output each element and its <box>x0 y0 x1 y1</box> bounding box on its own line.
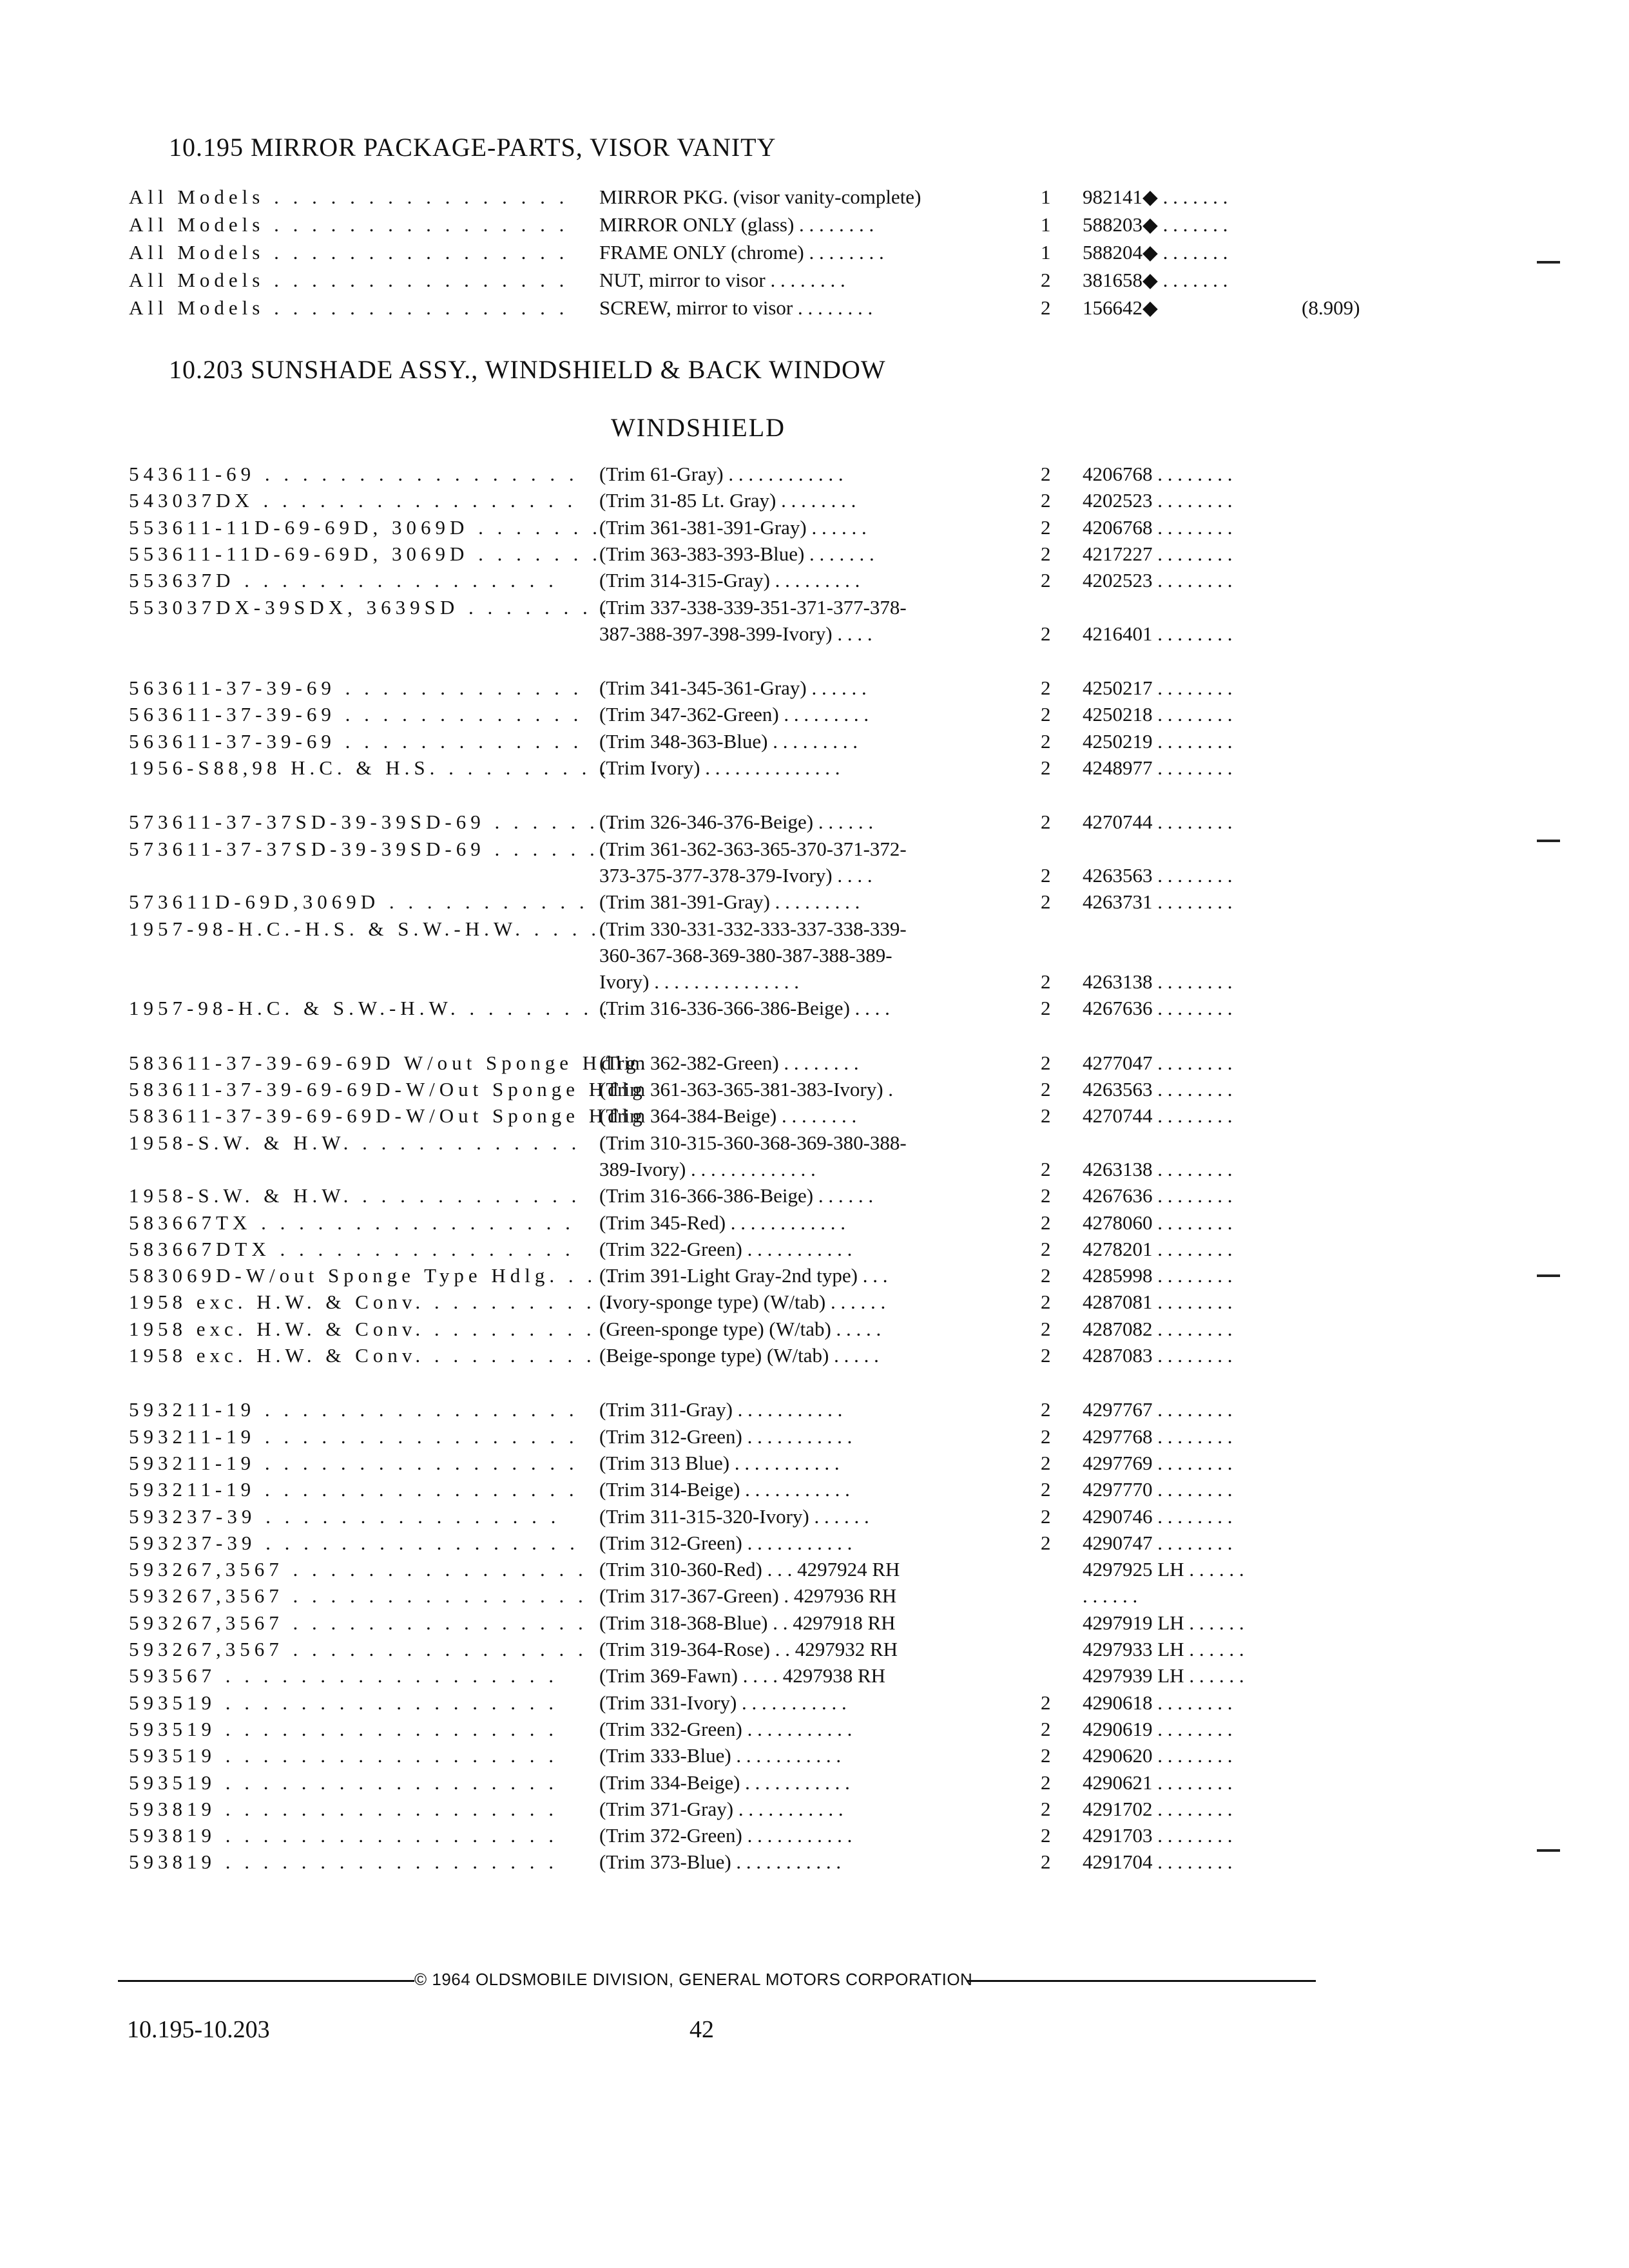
table-row <box>129 1156 1334 1183</box>
table-row <box>129 620 1334 648</box>
quantity-cell: 2 <box>1041 729 1051 753</box>
section-title-10-195: 10.195 MIRROR PACKAGE-PARTS, VISOR VANITY <box>169 133 776 162</box>
description-cell: (Trim 311-Gray) . . . . . . . . . . . <box>599 1398 843 1421</box>
table-row <box>129 916 1334 943</box>
description-cell: (Trim 361-363-365-381-383-Ivory) . <box>599 1078 894 1100</box>
quantity-cell: 2 <box>1041 1771 1051 1794</box>
table-row <box>129 1769 1334 1796</box>
table-row <box>129 1849 1334 1876</box>
description-cell: (Trim 337-338-339-351-371-377-378- <box>599 595 907 619</box>
model-cell: 593211-19 . . . . . . . . . . . . . . . . . <box>129 1425 579 1448</box>
description-cell: (Green-sponge type) (W/tab) . . . . . <box>599 1317 882 1340</box>
part-number-cell: 588203◆ . . . . . . . <box>1083 213 1228 236</box>
table-row <box>129 594 1334 621</box>
model-cell: 593519 . . . . . . . . . . . . . . . . . . <box>129 1717 558 1740</box>
description-cell: 387-388-397-398-399-Ivory) . . . . <box>599 622 872 645</box>
quantity-cell: 2 <box>1041 890 1051 914</box>
model-cell: 583069D-W/out Sponge Type Hdlg. . . . <box>129 1264 616 1287</box>
footer-copyright: © 1964 OLDSMOBILE DIVISION, GENERAL MOTORS CORPORATION <box>414 1970 973 1989</box>
table-row <box>129 889 1334 916</box>
quantity-cell: 2 <box>1041 1078 1051 1100</box>
part-number-cell: 4202523 . . . . . . . . <box>1083 569 1233 592</box>
table-row <box>129 728 1334 755</box>
table-row <box>129 1129 1334 1157</box>
model-cell: All Models . . . . . . . . . . . . . . . . <box>129 269 569 291</box>
part-number-cell: 4290620 . . . . . . . . <box>1083 1744 1233 1767</box>
quantity-cell: 2 <box>1041 1237 1051 1260</box>
table-row <box>129 995 1334 1022</box>
model-cell: 593519 . . . . . . . . . . . . . . . . . . <box>129 1771 558 1794</box>
part-number-cell: 4290747 . . . . . . . . <box>1083 1531 1233 1554</box>
description-cell: (Trim 318-368-Blue) . . 4297918 RH <box>599 1611 896 1634</box>
model-cell: 593211-19 . . . . . . . . . . . . . . . . . <box>129 1398 579 1421</box>
quantity-cell: 2 <box>1041 970 1051 994</box>
model-cell: 583611-37-39-69-69D-W/Out Sponge Hdlg <box>129 1078 647 1100</box>
quantity-cell: 2 <box>1041 997 1051 1020</box>
part-number-cell: 4267636 . . . . . . . . <box>1083 1184 1233 1207</box>
quantity-cell: 2 <box>1041 1451 1051 1474</box>
table-row <box>129 942 1334 969</box>
margin-mark <box>1537 1274 1560 1277</box>
quantity-cell: 1 <box>1041 186 1051 208</box>
model-cell: 553611-11D-69-69D, 3069D . . . . . . . <box>129 542 602 565</box>
part-number-cell: 4290621 . . . . . . . . <box>1083 1771 1233 1794</box>
table-row <box>129 211 1334 238</box>
model-cell: 573611-37-37SD-39-39SD-69 . . . . . . . <box>129 811 619 834</box>
quantity-cell: 2 <box>1041 515 1051 539</box>
model-cell: 583667TX . . . . . . . . . . . . . . . . . <box>129 1211 575 1234</box>
model-cell: 593819 . . . . . . . . . . . . . . . . . . <box>129 1797 558 1820</box>
quantity-cell: 2 <box>1041 1211 1051 1234</box>
table-row <box>129 1689 1334 1716</box>
quantity-cell: 2 <box>1041 1797 1051 1820</box>
model-cell: 553637D . . . . . . . . . . . . . . . . . <box>129 569 558 592</box>
description-cell: MIRROR PKG. (visor vanity-complete) <box>599 186 921 208</box>
model-cell: 583611-37-39-69-69D W/out Sponge Hdlg. <box>129 1051 650 1074</box>
part-number-cell: 4263731 . . . . . . . . <box>1083 890 1233 914</box>
model-cell: 1958-S.W. & H.W. . . . . . . . . . . . . <box>129 1184 581 1207</box>
part-number-cell: 4287081 . . . . . . . . <box>1083 1291 1233 1314</box>
model-cell: 593237-39 . . . . . . . . . . . . . . . . <box>129 1504 561 1528</box>
description-cell: (Trim 363-383-393-Blue) . . . . . . . <box>599 542 874 565</box>
description-cell: (Trim 372-Green) . . . . . . . . . . . <box>599 1824 853 1847</box>
quantity-cell: 2 <box>1041 569 1051 592</box>
description-cell: (Trim 310-360-Red) . . . 4297924 RH <box>599 1558 900 1581</box>
quantity-cell: 2 <box>1041 269 1051 291</box>
model-cell: 1956-S88,98 H.C. & H.S. . . . . . . . . . <box>129 756 610 779</box>
part-number-cell: 4291702 . . . . . . . . <box>1083 1797 1233 1820</box>
description-cell: (Trim 317-367-Green) . 4297936 RH <box>599 1584 897 1608</box>
part-number-cell: 982141◆ . . . . . . . <box>1083 186 1228 208</box>
quantity-cell: 2 <box>1041 622 1051 645</box>
description-cell: (Trim 361-381-391-Gray) . . . . . . <box>599 515 867 539</box>
part-number-cell: 4250217 . . . . . . . . <box>1083 677 1233 700</box>
description-cell: (Trim 348-363-Blue) . . . . . . . . . <box>599 729 858 753</box>
quantity-cell: 2 <box>1041 1850 1051 1874</box>
part-number-cell: 4202523 . . . . . . . . <box>1083 489 1233 512</box>
quantity-cell: 2 <box>1041 463 1051 485</box>
table-row <box>129 541 1334 568</box>
table-row <box>129 1102 1334 1129</box>
part-number-cell: 4250219 . . . . . . . . <box>1083 729 1233 753</box>
part-number-cell: 4270744 . . . . . . . . <box>1083 811 1233 834</box>
description-cell: Ivory) . . . . . . . . . . . . . . . <box>599 970 799 994</box>
table-row <box>129 1610 1334 1637</box>
table-row <box>129 1236 1334 1263</box>
model-cell: 593267,3567 . . . . . . . . . . . . . . . . <box>129 1584 588 1608</box>
section-title-10-203: 10.203 SUNSHADE ASSY., WINDSHIELD & BACK WINDOW <box>169 355 886 384</box>
description-cell: SCREW, mirror to visor . . . . . . . . <box>599 296 873 319</box>
part-number-cell: 4297768 . . . . . . . . <box>1083 1425 1233 1448</box>
description-cell: (Trim 371-Gray) . . . . . . . . . . . <box>599 1797 843 1820</box>
model-cell: All Models . . . . . . . . . . . . . . . . <box>129 296 569 319</box>
model-cell: 593211-19 . . . . . . . . . . . . . . . . . <box>129 1478 579 1501</box>
description-cell: (Trim 381-391-Gray) . . . . . . . . . <box>599 890 860 914</box>
table-row <box>129 701 1334 728</box>
model-cell: 593519 . . . . . . . . . . . . . . . . . . <box>129 1691 558 1714</box>
quantity-cell: 2 <box>1041 1478 1051 1501</box>
description-cell: 360-367-368-369-380-387-388-389- <box>599 943 892 966</box>
description-cell: (Trim 311-315-320-Ivory) . . . . . . <box>599 1504 869 1528</box>
model-cell: 1958 exc. H.W. & Conv. . . . . . . . . . . <box>129 1291 615 1314</box>
table-row <box>129 567 1334 594</box>
description-cell: (Trim Ivory) . . . . . . . . . . . . . . <box>599 756 840 779</box>
description-cell: NUT, mirror to visor . . . . . . . . <box>599 269 845 291</box>
description-cell: 373-375-377-378-379-Ivory) . . . . <box>599 863 872 887</box>
model-cell: 593819 . . . . . . . . . . . . . . . . . . <box>129 1824 558 1847</box>
description-cell: (Trim 314-Beige) . . . . . . . . . . . <box>599 1478 850 1501</box>
margin-mark <box>1537 261 1560 264</box>
description-cell: (Trim 312-Green) . . . . . . . . . . . <box>599 1425 853 1448</box>
table-row <box>129 294 1360 322</box>
table-row <box>129 862 1334 889</box>
description-cell: (Trim 61-Gray) . . . . . . . . . . . . <box>599 463 843 485</box>
description-cell: (Trim 330-331-332-333-337-338-339- <box>599 917 907 940</box>
part-number-cell: 4297767 . . . . . . . . <box>1083 1398 1233 1421</box>
model-cell: 593819 . . . . . . . . . . . . . . . . . . <box>129 1850 558 1874</box>
quantity-cell: 2 <box>1041 703 1051 726</box>
table-row <box>129 1076 1334 1103</box>
model-cell: All Models . . . . . . . . . . . . . . . . <box>129 186 569 208</box>
quantity-cell: 2 <box>1041 811 1051 834</box>
model-cell: 563611-37-39-69 . . . . . . . . . . . . . <box>129 729 583 753</box>
part-number-cell: 381658◆ . . . . . . . <box>1083 269 1228 291</box>
quantity-cell: 2 <box>1041 1157 1051 1180</box>
quantity-cell: 2 <box>1041 542 1051 565</box>
table-row <box>129 1530 1334 1557</box>
reference-cell: (8.909) <box>1302 296 1360 319</box>
quantity-cell: 2 <box>1041 1691 1051 1714</box>
part-number-cell: 4297939 LH . . . . . . <box>1083 1664 1244 1687</box>
part-number-cell: 4206768 . . . . . . . . <box>1083 515 1233 539</box>
model-cell: 1957-98-H.C. & S.W.-H.W. . . . . . . . . <box>129 997 612 1020</box>
description-cell: (Trim 364-384-Beige) . . . . . . . . <box>599 1104 857 1128</box>
description-cell: FRAME ONLY (chrome) . . . . . . . . <box>599 241 884 264</box>
description-cell: (Trim 314-315-Gray) . . . . . . . . . <box>599 569 860 592</box>
quantity-cell: 1 <box>1041 241 1051 264</box>
footer-rule-left <box>118 1980 414 1982</box>
quantity-cell: 2 <box>1041 1425 1051 1448</box>
table-row <box>129 1050 1334 1077</box>
table-row <box>129 968 1334 995</box>
description-cell: (Trim 362-382-Green) . . . . . . . . <box>599 1051 859 1074</box>
table-row <box>129 487 1334 514</box>
quantity-cell: 2 <box>1041 296 1051 319</box>
model-cell: 543611-69 . . . . . . . . . . . . . . . . . <box>129 463 579 485</box>
part-number-cell: 4297933 LH . . . . . . <box>1083 1638 1244 1660</box>
model-cell: 593567 . . . . . . . . . . . . . . . . . . <box>129 1664 558 1687</box>
table-row <box>129 1316 1334 1343</box>
model-cell: 563611-37-39-69 . . . . . . . . . . . . . <box>129 677 583 700</box>
part-number-cell: 4206768 . . . . . . . . <box>1083 463 1233 485</box>
quantity-cell: 2 <box>1041 1504 1051 1528</box>
table-row <box>129 1556 1334 1583</box>
description-cell: 389-Ivory) . . . . . . . . . . . . . <box>599 1157 816 1180</box>
description-cell: (Trim 334-Beige) . . . . . . . . . . . <box>599 1771 850 1794</box>
quantity-cell: 2 <box>1041 677 1051 700</box>
model-cell: 593267,3567 . . . . . . . . . . . . . . . . <box>129 1638 588 1660</box>
table-row <box>129 1342 1334 1369</box>
quantity-cell: 2 <box>1041 1317 1051 1340</box>
model-cell: 1958-S.W. & H.W. . . . . . . . . . . . . <box>129 1131 581 1154</box>
part-number-cell: 4297919 LH . . . . . . <box>1083 1611 1244 1634</box>
quantity-cell: 1 <box>1041 213 1051 236</box>
table-row <box>129 1716 1334 1743</box>
description-cell: (Trim 361-362-363-365-370-371-372- <box>599 837 907 860</box>
description-cell: (Trim 313 Blue) . . . . . . . . . . . <box>599 1451 840 1474</box>
description-cell: (Trim 331-Ivory) . . . . . . . . . . . <box>599 1691 847 1714</box>
table-row <box>129 239 1334 266</box>
table-row <box>129 1503 1334 1530</box>
quantity-cell: 2 <box>1041 1744 1051 1767</box>
part-number-cell: 4287082 . . . . . . . . <box>1083 1317 1233 1340</box>
description-cell: (Trim 391-Light Gray-2nd type) . . . <box>599 1264 888 1287</box>
quantity-cell: 2 <box>1041 756 1051 779</box>
quantity-cell: 2 <box>1041 1184 1051 1207</box>
description-cell: (Trim 319-364-Rose) . . 4297932 RH <box>599 1638 898 1660</box>
table-row <box>129 1582 1334 1610</box>
table-row <box>129 1796 1334 1823</box>
quantity-cell: 2 <box>1041 863 1051 887</box>
table-row <box>129 836 1334 863</box>
model-cell: 1957-98-H.C.-H.S. & S.W.-H.W. . . . . . <box>129 917 620 940</box>
description-cell: (Trim 316-336-366-386-Beige) . . . . <box>599 997 890 1020</box>
table-row <box>129 1662 1334 1689</box>
table-row <box>129 1396 1334 1423</box>
model-cell: 1958 exc. H.W. & Conv. . . . . . . . . . <box>129 1344 596 1367</box>
part-number-cell: 4250218 . . . . . . . . <box>1083 703 1233 726</box>
description-cell: (Beige-sponge type) (W/tab) . . . . . <box>599 1344 879 1367</box>
part-number-cell: 4278060 . . . . . . . . <box>1083 1211 1233 1234</box>
table-row <box>129 267 1334 294</box>
part-number-cell: 4291704 . . . . . . . . <box>1083 1850 1233 1874</box>
page-number: 42 <box>689 2016 714 2043</box>
quantity-cell: 2 <box>1041 1531 1051 1554</box>
table-row <box>129 1423 1334 1450</box>
part-number-cell: 4217227 . . . . . . . . <box>1083 542 1233 565</box>
part-number-cell: 4267636 . . . . . . . . <box>1083 997 1233 1020</box>
model-cell: 583611-37-39-69-69D-W/Out Sponge Hdlg <box>129 1104 647 1128</box>
quantity-cell: 2 <box>1041 1104 1051 1128</box>
description-cell: MIRROR ONLY (glass) . . . . . . . . <box>599 213 874 236</box>
part-number-cell: 4277047 . . . . . . . . <box>1083 1051 1233 1074</box>
margin-mark <box>1537 1849 1560 1852</box>
quantity-cell: 2 <box>1041 1717 1051 1740</box>
description-cell: (Trim 326-346-376-Beige) . . . . . . <box>599 811 874 834</box>
quantity-cell: 2 <box>1041 1051 1051 1074</box>
description-cell: (Trim 341-345-361-Gray) . . . . . . <box>599 677 867 700</box>
section-subtitle-windshield: WINDSHIELD <box>611 413 786 442</box>
footer-rule-right <box>967 1980 1316 1982</box>
part-number-cell: 588204◆ . . . . . . . <box>1083 241 1228 264</box>
table-row <box>129 809 1334 836</box>
model-cell: 593211-19 . . . . . . . . . . . . . . . . . <box>129 1451 579 1474</box>
table-row <box>129 675 1334 702</box>
description-cell: (Trim 333-Blue) . . . . . . . . . . . <box>599 1744 842 1767</box>
part-number-cell: 4297769 . . . . . . . . <box>1083 1451 1233 1474</box>
description-cell: (Ivory-sponge type) (W/tab) . . . . . . <box>599 1291 886 1314</box>
table-row <box>129 1182 1334 1209</box>
description-cell: (Trim 316-366-386-Beige) . . . . . . <box>599 1184 874 1207</box>
model-cell: 543037DX . . . . . . . . . . . . . . . . . <box>129 489 577 512</box>
part-number-cell: 4263138 . . . . . . . . <box>1083 1157 1233 1180</box>
model-cell: 593237-39 . . . . . . . . . . . . . . . . . <box>129 1531 579 1554</box>
description-cell: (Trim 322-Green) . . . . . . . . . . . <box>599 1237 853 1260</box>
model-cell: 593267,3567 . . . . . . . . . . . . . . . . <box>129 1611 588 1634</box>
description-cell: (Trim 369-Fawn) . . . . 4297938 RH <box>599 1664 886 1687</box>
quantity-cell: 2 <box>1041 1824 1051 1847</box>
table-row <box>129 184 1334 211</box>
part-number-cell: 4216401 . . . . . . . . <box>1083 622 1233 645</box>
quantity-cell: 2 <box>1041 1264 1051 1287</box>
description-cell: (Trim 373-Blue) . . . . . . . . . . . <box>599 1850 842 1874</box>
model-cell: 583667DTX . . . . . . . . . . . . . . . . <box>129 1237 575 1260</box>
table-row <box>129 1262 1334 1289</box>
quantity-cell: 2 <box>1041 489 1051 512</box>
table-row <box>129 1209 1334 1236</box>
table-row <box>129 1822 1334 1849</box>
quantity-cell: 2 <box>1041 1398 1051 1421</box>
table-row <box>129 1450 1334 1477</box>
part-number-cell: 4285998 . . . . . . . . <box>1083 1264 1233 1287</box>
part-number-cell: 4278201 . . . . . . . . <box>1083 1237 1233 1260</box>
table-row <box>129 514 1334 541</box>
description-cell: (Trim 332-Green) . . . . . . . . . . . <box>599 1717 853 1740</box>
table-row <box>129 461 1334 488</box>
model-cell: 553611-11D-69-69D, 3069D . . . . . . . <box>129 515 602 539</box>
model-cell: 573611D-69D,3069D . . . . . . . . . . . <box>129 890 589 914</box>
model-cell: 593267,3567 . . . . . . . . . . . . . . . . <box>129 1558 588 1581</box>
model-cell: 593519 . . . . . . . . . . . . . . . . . . <box>129 1744 558 1767</box>
quantity-cell: 2 <box>1041 1291 1051 1314</box>
description-cell: (Trim 345-Red) . . . . . . . . . . . . <box>599 1211 846 1234</box>
table-row <box>129 1636 1334 1663</box>
footer-section-ref: 10.195-10.203 <box>127 2016 270 2043</box>
part-number-cell: 4290746 . . . . . . . . <box>1083 1504 1233 1528</box>
part-number-cell: 4263563 . . . . . . . . <box>1083 863 1233 887</box>
margin-mark <box>1537 840 1560 842</box>
part-number-cell: 4287083 . . . . . . . . <box>1083 1344 1233 1367</box>
part-number-cell: 4263563 . . . . . . . . <box>1083 1078 1233 1100</box>
part-number-cell: 4263138 . . . . . . . . <box>1083 970 1233 994</box>
part-number-cell: . . . . . . <box>1083 1584 1138 1608</box>
part-number-cell: 4290619 . . . . . . . . <box>1083 1717 1233 1740</box>
model-cell: 553037DX-39SDX, 3639SD . . . . . . . . <box>129 595 612 619</box>
part-number-cell: 4270744 . . . . . . . . <box>1083 1104 1233 1128</box>
part-number-cell: 4297770 . . . . . . . . <box>1083 1478 1233 1501</box>
table-row <box>129 1289 1334 1316</box>
model-cell: 563611-37-39-69 . . . . . . . . . . . . . <box>129 703 583 726</box>
part-number-cell: 4290618 . . . . . . . . <box>1083 1691 1233 1714</box>
part-number-cell: 4248977 . . . . . . . . <box>1083 756 1233 779</box>
description-cell: (Trim 31-85 Lt. Gray) . . . . . . . . <box>599 489 856 512</box>
part-number-cell: 4297925 LH . . . . . . <box>1083 1558 1244 1581</box>
quantity-cell: 2 <box>1041 1344 1051 1367</box>
description-cell: (Trim 310-315-360-368-369-380-388- <box>599 1131 907 1154</box>
description-cell: (Trim 347-362-Green) . . . . . . . . . <box>599 703 869 726</box>
model-cell: 573611-37-37SD-39-39SD-69 . . . . . . . <box>129 837 619 860</box>
table-row <box>129 1742 1334 1769</box>
model-cell: All Models . . . . . . . . . . . . . . . . <box>129 213 569 236</box>
model-cell: 1958 exc. H.W. & Conv. . . . . . . . . . <box>129 1317 596 1340</box>
table-row <box>129 754 1334 782</box>
model-cell: All Models . . . . . . . . . . . . . . . . <box>129 241 569 264</box>
description-cell: (Trim 312-Green) . . . . . . . . . . . <box>599 1531 853 1554</box>
part-number-cell: 156642◆ <box>1083 296 1158 319</box>
table-row <box>129 1476 1334 1503</box>
part-number-cell: 4291703 . . . . . . . . <box>1083 1824 1233 1847</box>
